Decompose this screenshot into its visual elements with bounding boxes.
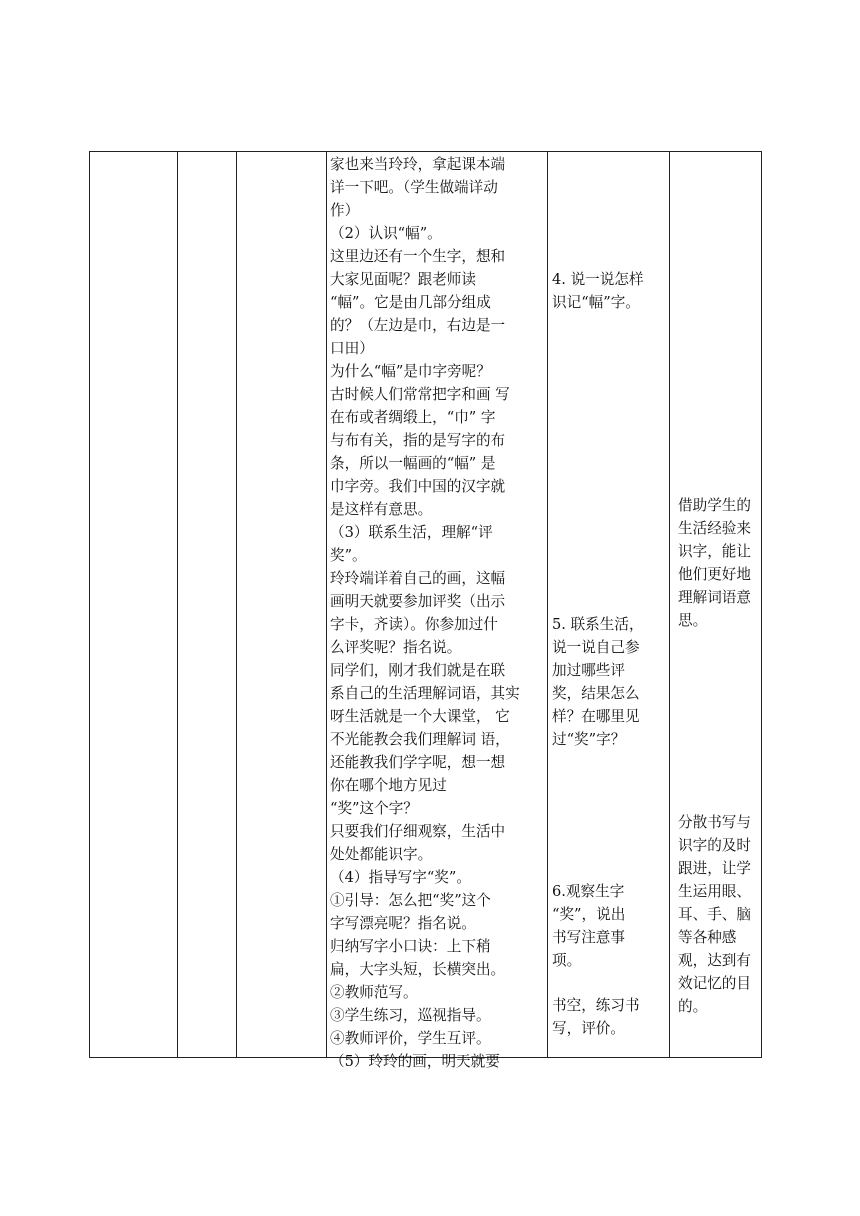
- text-line: 耳、手、脑: [678, 906, 751, 923]
- text-line: 分散书写与: [678, 814, 751, 831]
- text-line: 6.观察生字: [552, 883, 625, 900]
- text-line: 奖，结果怎么: [552, 685, 640, 702]
- text-line: 只要我们仔细观察，生活中: [330, 823, 506, 840]
- text-line: 口田）: [330, 340, 374, 357]
- column-divider: [669, 152, 670, 1057]
- text-line: 呀生活就是一个大课堂， 它: [330, 708, 510, 725]
- text-line: “奖”这个字？: [330, 800, 418, 817]
- text-line: 观，达到有: [678, 952, 751, 969]
- text-line: ②教师范写。: [330, 984, 418, 1001]
- design-intent-2: [678, 811, 751, 1018]
- text-line: 项。: [552, 952, 582, 969]
- text-line: 家也来当玲玲，拿起课本端: [330, 156, 506, 173]
- student-activity-4: [552, 268, 644, 314]
- text-line: ③学生练习，巡视指导。: [330, 1007, 491, 1024]
- text-line: 等各种感: [678, 929, 737, 946]
- text-line: “幅”。它是由几部分组成: [330, 294, 491, 311]
- text-line: 古时候人们常常把字和画 写: [330, 386, 510, 403]
- text-line: 处处都能识字。: [330, 846, 433, 863]
- text-line: 说一说自己参: [552, 639, 640, 656]
- text-line: 字写漂亮呢？指名说。: [330, 915, 476, 932]
- text-line: 扁，大字头短，长横突出。: [330, 961, 506, 978]
- text-line: 思。: [678, 612, 708, 629]
- text-line: （3）联系生活，理解“评: [330, 524, 493, 541]
- text-line: 么评奖呢？指名说。: [330, 639, 462, 656]
- text-line: 的？（左边是巾，右边是一: [330, 317, 506, 334]
- text-line: 还能教我们学字呢，想一想: [330, 754, 506, 771]
- text-line: 5. 联系生活，: [552, 616, 644, 633]
- text-line: 识字的及时: [678, 837, 751, 854]
- text-line: 作）: [330, 202, 360, 219]
- text-line: ①引导：怎么把“奖”这个: [330, 892, 491, 909]
- text-line: 为什么“幅”是巾字旁呢？: [330, 363, 491, 380]
- text-line: 加过哪些评: [552, 662, 625, 679]
- column-divider: [547, 152, 548, 1057]
- text-line: 借助学生的: [678, 497, 751, 514]
- text-line: 的。: [678, 998, 708, 1015]
- text-line: 同学们，刚才我们就是在联: [330, 662, 506, 679]
- text-line: 过“奖”字？: [552, 731, 626, 748]
- text-line: 理解词语意: [678, 589, 751, 606]
- text-line: 样？在哪里见: [552, 708, 640, 725]
- text-line: 画明天就要参加评奖（出示: [330, 593, 506, 610]
- student-activity-5: [552, 613, 644, 751]
- text-line: 与布有关，指的是写字的布: [330, 432, 506, 449]
- student-activity-7: [552, 994, 640, 1040]
- text-line: 归纳写字小口诀：上下稍: [330, 938, 491, 955]
- text-line: 书写注意事: [552, 929, 625, 946]
- text-line: 生运用眼、: [678, 883, 751, 900]
- teacher-activity-cell: [330, 153, 520, 1073]
- student-activity-6: [552, 880, 625, 972]
- text-line: 识字，能让: [678, 543, 751, 560]
- text-line: （5）玲玲的画，明天就要: [330, 1053, 500, 1070]
- text-line: 这里边还有一个生字，想和: [330, 248, 506, 265]
- text-line: 是这样有意思。: [330, 501, 433, 518]
- design-intent-1: [678, 494, 751, 632]
- text-line: ④教师评价，学生互评。: [330, 1030, 491, 1047]
- text-line: 识记“幅”字。: [552, 294, 640, 311]
- text-line: （2）认识“幅”。: [330, 225, 442, 242]
- text-line: 巾字旁。我们中国的汉字就: [330, 478, 506, 495]
- text-line: 书空，练习书: [552, 997, 640, 1014]
- lesson-plan-table: [89, 151, 762, 1070]
- column-divider: [236, 152, 237, 1057]
- column-divider: [326, 152, 327, 1057]
- text-line: “奖”，说出: [552, 906, 626, 923]
- text-line: 不光能教会我们理解词 语，: [330, 731, 510, 748]
- column-divider: [177, 152, 178, 1057]
- text-line: （4）指导写字“奖”。: [330, 869, 471, 886]
- text-line: 条，所以一幅画的“幅” 是: [330, 455, 496, 472]
- text-line: 奖”。: [330, 547, 367, 564]
- text-line: 在布或者绸缎上，“巾” 字: [330, 409, 496, 426]
- text-line: 效记忆的目: [678, 975, 751, 992]
- text-line: 玲玲端详着自己的画，这幅: [330, 570, 506, 587]
- text-line: 他们更好地: [678, 566, 751, 583]
- text-line: 字卡，齐读）。你参加过什: [330, 616, 498, 633]
- text-line: 写，评价。: [552, 1020, 625, 1037]
- text-line: 跟进，让学: [678, 860, 751, 877]
- text-line: 详一下吧。（学生做端详动: [330, 179, 498, 196]
- text-line: 生活经验来: [678, 520, 751, 537]
- text-line: 你在哪个地方见过: [330, 777, 447, 794]
- text-line: 4. 说一说怎样: [552, 271, 644, 288]
- text-line: 大家见面呢？跟老师读: [330, 271, 476, 288]
- text-line: 系自己的生活理解词语，其实: [330, 685, 520, 702]
